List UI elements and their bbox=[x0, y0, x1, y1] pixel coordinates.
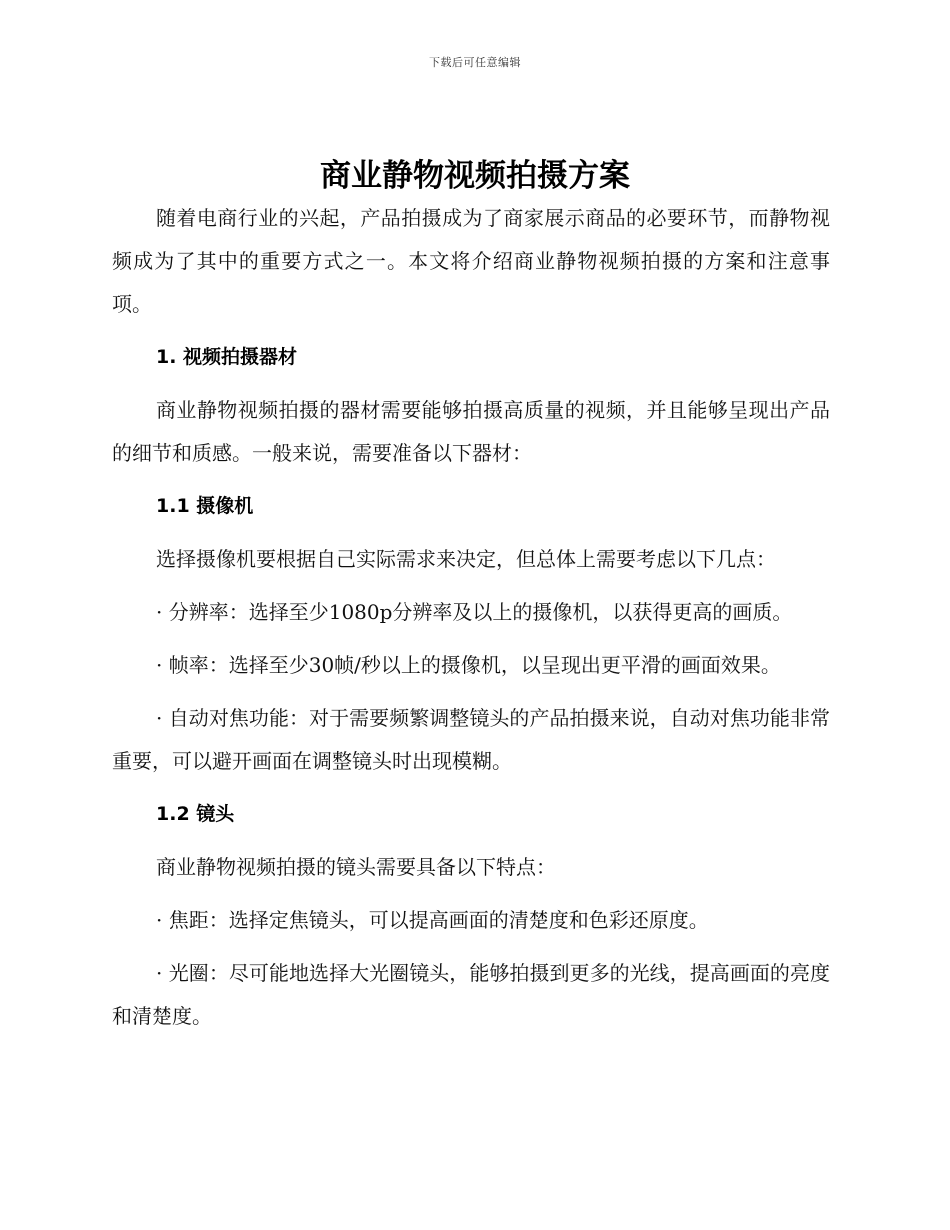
intro-paragraph: 随着电商行业的兴起，产品拍摄成为了商家展示商品的必要环节，而静物视频成为了其中的重要方式之一。本文将介绍商业静物视频拍摄的方案和注意事项。 bbox=[112, 206, 830, 316]
section-paragraph-equipment: 商业静物视频拍摄的器材需要能够拍摄高质量的视频，并且能够呈现出产品的细节和质感。一般来说，需要准备以下器材： bbox=[112, 398, 830, 465]
bullet-item: · 焦距：选择定焦镜头，可以提高画面的清楚度和色彩还原度。 bbox=[156, 908, 709, 932]
bullet-item: · 自动对焦功能：对于需要频繁调整镜头的产品拍摄来说，自动对焦功能非常重要，可以避开画面在调整镜头时出现模糊。 bbox=[112, 706, 830, 773]
section-heading-camera: 1.1 摄像机 bbox=[156, 495, 254, 517]
section-heading-equipment: 1. 视频拍摄器材 bbox=[156, 346, 298, 368]
header-note: 下载后可任意编辑 bbox=[429, 56, 521, 69]
document-title: 商业静物视频拍摄方案 bbox=[320, 158, 630, 194]
section-heading-lens: 1.2 镜头 bbox=[156, 803, 235, 825]
bullet-item: · 分辨率：选择至少1080p分辨率及以上的摄像机，以获得更高的画质。 bbox=[156, 600, 793, 624]
bullet-item: · 帧率：选择至少30帧/秒以上的摄像机，以呈现出更平滑的画面效果。 bbox=[156, 653, 781, 677]
bullet-item: · 光圈：尽可能地选择大光圈镜头，能够拍摄到更多的光线，提高画面的亮度和清楚度。 bbox=[112, 961, 830, 1028]
section-paragraph-lens: 商业静物视频拍摄的镜头需要具备以下特点： bbox=[156, 855, 556, 879]
section-paragraph-camera: 选择摄像机要根据自己实际需求来决定，但总体上需要考虑以下几点： bbox=[156, 547, 776, 571]
document-body bbox=[112, 197, 830, 1038]
